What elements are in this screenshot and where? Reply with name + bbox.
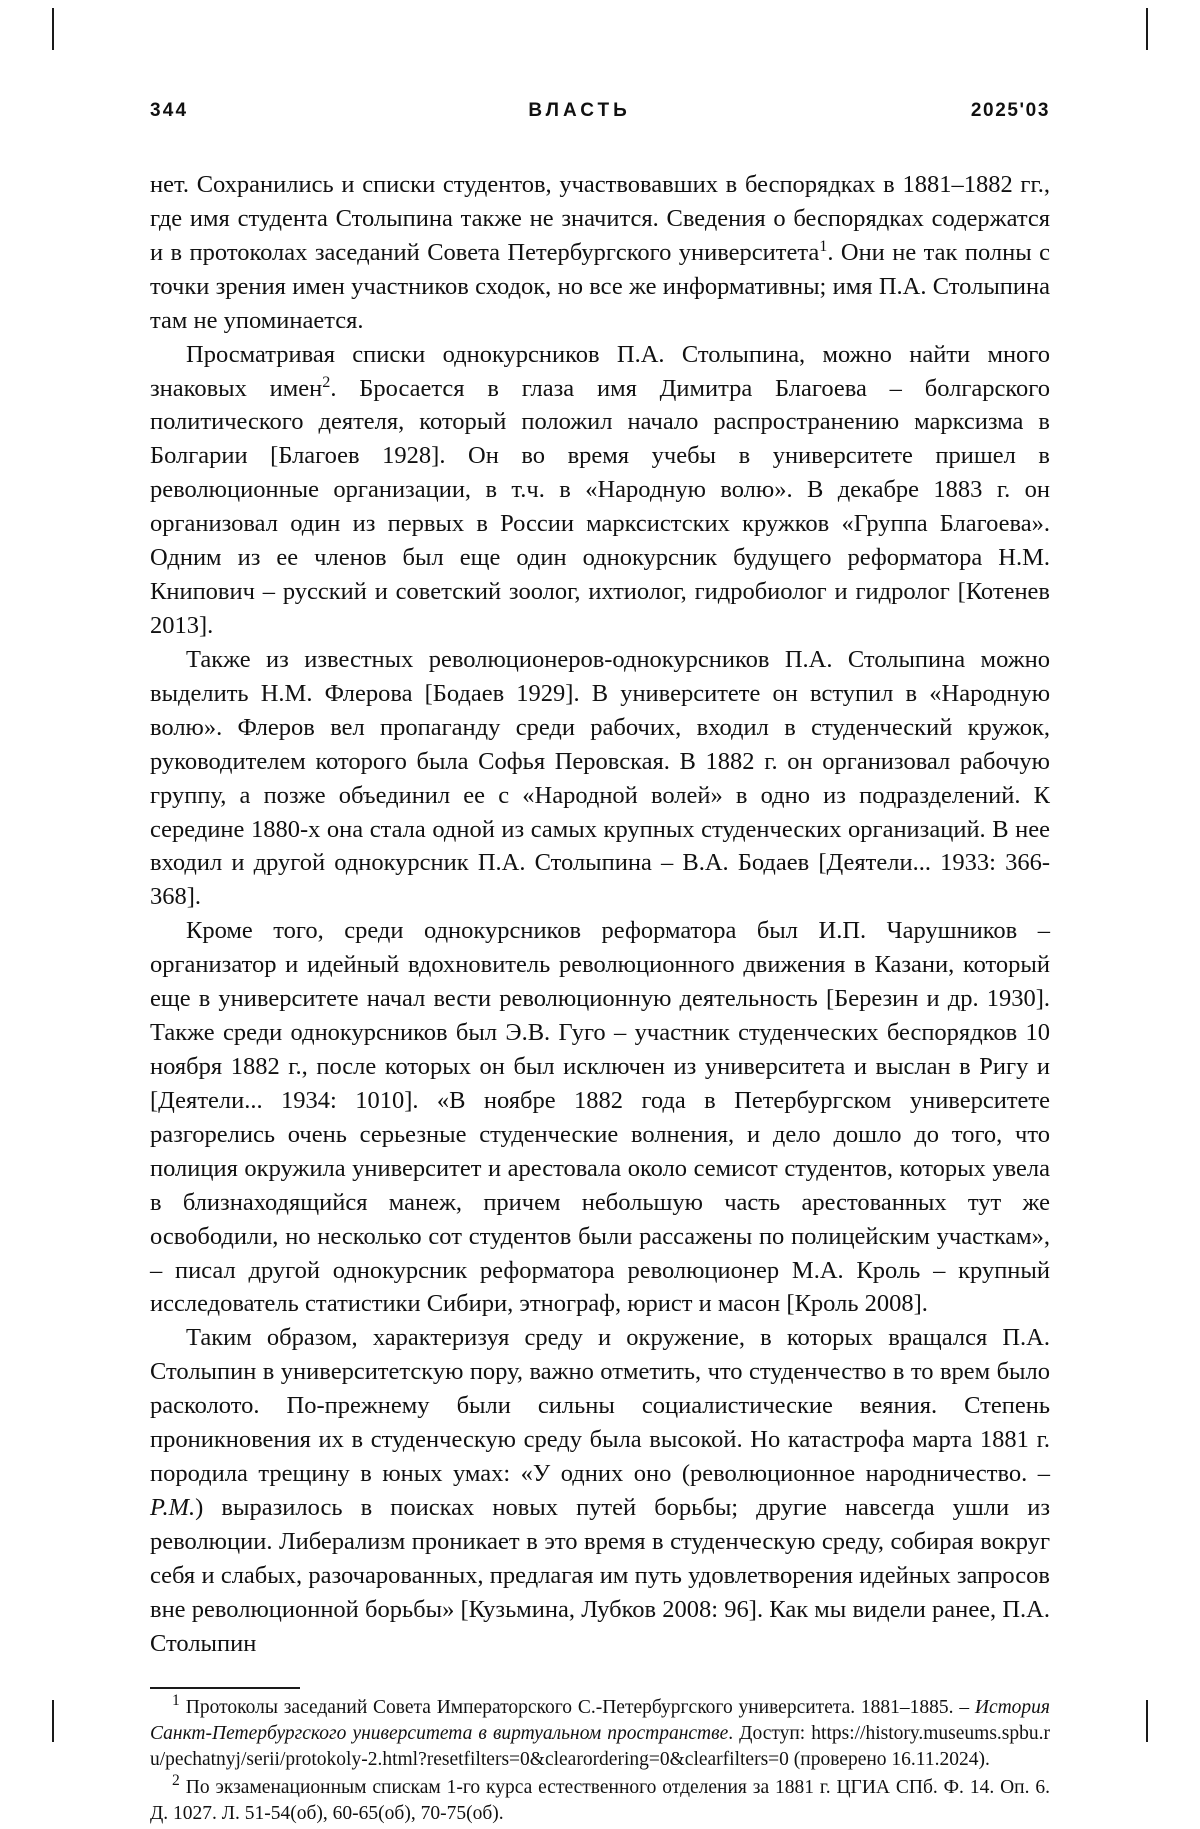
paragraph-5-text-b: ) выразилось в поисках новых путей борьбы; другие навсегда ушли из революции. Либерализм проникает в это время в студенческую среду, собирая вокруг себя и слабых, разочарованных, предлагая им путь удовлетворения идейных запросов вне революционной борьбы» [Кузьмина, Лубков 2008: 96]. Как мы видели ранее, П.А. Столыпин (150, 1493, 1050, 1657)
paragraph-1-text-tail: . Они не так полны с точки зрения имен участников сходок, но все же информативны; имя П.А. Столыпина там не упоминается. (150, 238, 1050, 334)
paragraph-1 (150, 168, 1050, 338)
footnote-separator (150, 1687, 300, 1689)
footnote-2-text: По экзаменационным спискам 1-го курса естественного отделения за 1881 г. ЦГИА СПб. Ф. 14. Оп. 6. Д. 1027. Л. 51-54(об), 60-65(об), 70-75(об). (150, 1776, 1050, 1825)
footnotes-section (150, 1692, 1050, 1828)
footnote-1-url[interactable]: https://history.museums.spbu.ru/pechatnyj/serii/protokoly-2.html?resetfilters=0&clearordering=0&clearfilters=0 (150, 1722, 1050, 1770)
crop-mark-top-right (1146, 8, 1148, 50)
footnote-1 (150, 1692, 1050, 1773)
page-number: 344 (150, 100, 189, 121)
journal-title: ВЛАСТЬ (528, 100, 631, 121)
paragraph-2-text-head: Просматривая списки однокурсников П.А. Столыпина, можно найти много знаковых имен (150, 340, 1050, 402)
paragraph-5 (150, 1321, 1050, 1660)
paragraph-2 (150, 338, 1050, 643)
paragraph-5-text-a: Таким образом, характеризуя среду и окружение, в которых вращался П.А. Столыпин в университетскую пору, важно отметить, что студенчество в то врем было расколото. По-прежнему были сильны социалистические веяния. Степень проникновения их в студенческую среду была высокой. Но катастрофа марта 1881 г. породила трещину в юных умах: «У одних оно (революционное народничество. – (150, 1324, 1050, 1488)
footnote-ref-2[interactable]: 2 (322, 373, 331, 391)
footnote-1-italic: История Санкт-Петербургского университета в виртуальном пространстве (150, 1696, 1050, 1744)
footnote-1-text-b: . Доступ: (728, 1722, 812, 1744)
crop-mark-top-left (52, 8, 54, 50)
crop-mark-bottom-right (1146, 1700, 1148, 1742)
paragraph-3: Также из известных революционеров-однокурсников П.А. Столыпина можно выделить Н.М. Флерова [Бодаев 1929]. В университете он вступил в «Народную волю». Флеров вел пропаганду среди рабочих, входил в студенческий кружок, руководителем которого была Софья Перовская. В 1882 г. он организовал рабочую группу, а позже объединил ее с «Народной волей» в одно из подразделений. К середине 1880-х она стала одной из самых крупных студенческих организаций. В нее входил и другой однокурсник П.А. Столыпина – В.А. Бодаев [Деятели... 1933: 366-368]. (150, 645, 1050, 911)
paragraph-1-text: нет. Сохранились и списки студентов, участвовавших в беспорядках в 1881–1882 гг., где имя студента Столыпина также не значится. Сведения о беспорядках содержатся и в протоколах заседаний Совета Петербургского университета (150, 171, 1050, 266)
page-content (150, 100, 1050, 1829)
article-body (150, 168, 1050, 1661)
paragraph-2-text-tail: . Бросается в глаза имя Димитра Благоева – болгарского политического деятеля, который положил начало распространению марксизма в Болгарии [Благоев 1928]. Он во время учебы в университете пришел в революционные организации, в т.ч. в «Народную волю». В декабре 1883 г. он организовал один из первых в России марксистских кружков «Группа Благоева». Одним из ее членов был еще один однокурсник будущего реформатора Н.М. Книпович – русский и советский зоолог, ихтиолог, гидробиолог и гидролог [Котенев 2013]. (150, 374, 1050, 639)
footnote-1-text-c: (проверено 16.11.2024). (788, 1748, 990, 1770)
paragraph-4: Кроме того, среди однокурсников реформатора был И.П. Чарушников – организатор и идейный вдохновитель революционного движения в Казани, который еще в университете начал вести революционную деятельность [Березин и др. 1930]. Также среди однокурсников был Э.В. Гуго – участник студенческих беспорядков 10 ноября 1882 г., после которых он был исключен из университета и выслан в Ригу и [Деятели... 1934: 1010]. «В ноябре 1882 года в Петербургском университете разгорелись очень серьезные студенческие волнения, и дело дошло до того, что полиция окружила университет и арестовала около семисот студентов, которых увела в близнаходящийся манеж, причем небольшую часть арестованных тут же освободили, но несколько сот студентов были рассажены по полицейским участкам», – писал другой однокурсник реформатора революционер М.А. Кроль – крупный исследователь статистики Сибири, этнограф, юрист и масон [Кроль 2008]. (150, 917, 1050, 1318)
footnote-2-number: 2 (172, 1772, 180, 1790)
paragraph-5-italic: Р.М. (150, 1493, 196, 1521)
footnote-1-number: 1 (172, 1692, 180, 1710)
footnote-1-text-a: Протоколы заседаний Совета Императорского С.-Петербургского университета. 1881–1885. – (185, 1696, 975, 1718)
footnote-2 (150, 1772, 1050, 1827)
issue-number: 2025'03 (970, 100, 1050, 121)
footnote-ref-1[interactable]: 1 (819, 237, 828, 255)
crop-mark-bottom-left (52, 1700, 54, 1742)
running-head (150, 100, 1050, 122)
